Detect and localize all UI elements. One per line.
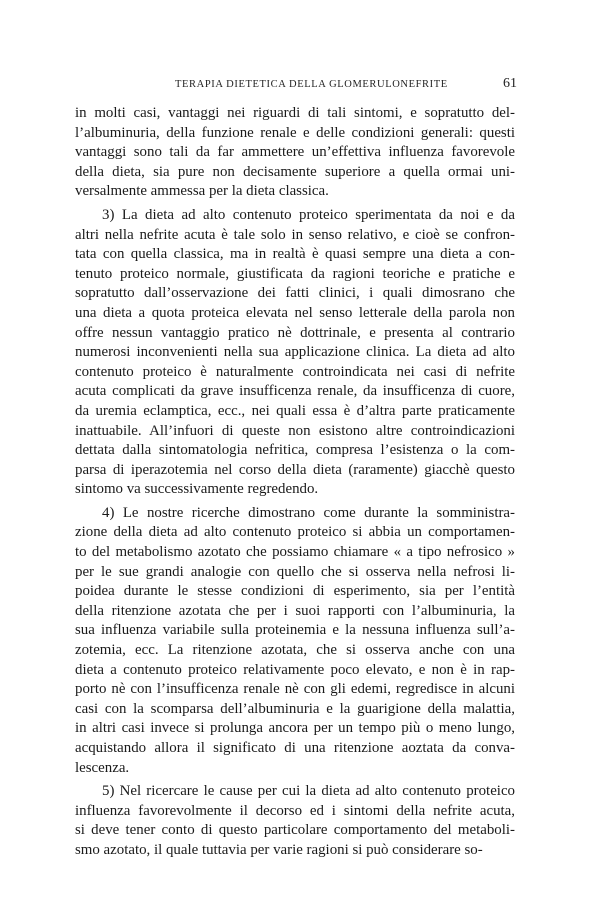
paragraph (75, 206, 515, 500)
text-line: sopratutto dall’osservazione dei fatti clinici, i quali dimosrano che (75, 285, 515, 302)
text-line: parsa di iperazotemia nel corso della dieta (raramente) giacchè questo (75, 461, 515, 478)
text-line: contenuto proteico è naturalmente controindicata nei casi di nefrite (75, 363, 515, 380)
text-line: in molti casi, vantaggi nei riguardi di tali sintomi, e sopratutto del- (75, 105, 515, 121)
text-line: l’albuminuria, della funzione renale e delle condizioni generali: questi (75, 124, 515, 141)
text-line: inattuabile. All’infuori di queste non esistono altre controindicazioni (75, 422, 515, 439)
text-line: dieta a contenuto proteico relativamente poco elevato, e non è in rap- (75, 661, 515, 678)
text-line: influenza favorevolmente il decorso ed i sintomi della nefrite acuta, (75, 802, 515, 819)
text-line: versalmente ammessa per la dieta classica. (75, 183, 329, 200)
body-text (75, 104, 515, 861)
text-line: zotemia, ecc. La ritenzione azotata, che si osserva anche con una (75, 642, 515, 659)
paragraph (75, 504, 515, 778)
text-line: tata con quella classica, ma in realtà è quasi sempre una dieta a con- (75, 246, 515, 263)
text-line: sintomo va successivamente regredendo. (75, 481, 319, 498)
text-line: zione della dieta ad alto contenuto proteico si abbia un comportamen- (75, 524, 515, 541)
text-line: da uremia eclamptica, ecc., nei quali essa è d’altra parte praticamente (75, 402, 515, 419)
text-line: porto nè con l’insufficenza renale nè con gli edemi, regredisce in alcuni (75, 681, 515, 698)
text-line: smo azotato, il quale tuttavia per varie ragioni si può considerare so- (75, 841, 483, 858)
text-line: numerosi inconvenienti nella sua applicazione clinica. La dieta ad alto (75, 344, 515, 361)
text-line: altri nella nefrite acuta è tale solo in senso relativo, e cioè se confron- (75, 226, 515, 243)
text-line: to del metabolismo azotato che possiamo chiamare « a tipo nefrosico » (75, 544, 515, 561)
text-line: 3) La dieta ad alto contenuto proteico sperimentata da noi e da (102, 206, 515, 223)
text-line: vantaggi sono tali da far ammettere un’effettiva influenza favorevole (75, 144, 515, 161)
text-line: in altri casi invece si prolunga ancora per un tempo più o meno lungo, (75, 720, 515, 737)
text-line: acuta complicati da grave insufficenza renale, da insufficenza di cuore, (75, 383, 515, 400)
text-line: della dieta, sia pure non decisamente superiore a quella ormai uni- (75, 163, 515, 180)
text-line: dettata dalla sintomatologia nefritica, compresa l’esistenza o la com- (75, 442, 515, 459)
text-line: offre nessun vantaggio pratico nè dottrinale, e presenta al contrario (75, 324, 515, 341)
text-line: sua influenza variabile sulla proteinemia e la nessuna influenza sull’a- (75, 622, 515, 639)
text-line: per le sue grandi analogie con quello che si osserva nella nefrosi li- (75, 563, 515, 580)
paragraph (75, 104, 515, 202)
running-head: TERAPIA DIETETICA DELLA GLOMERULONEFRITE (175, 79, 448, 90)
text-line: si deve tener conto di questo particolare comportamento del metaboli- (75, 822, 515, 839)
text-line: 5) Nel ricercare le cause per cui la dieta ad alto contenuto proteico (102, 783, 515, 800)
text-line: della ritenzione azotata che per i suoi rapporti con l’albuminuria, la (75, 602, 515, 619)
text-line: lescenza. (75, 759, 130, 776)
paragraph (75, 782, 515, 860)
text-line: acquistando allora il significato di una ritenzione aoztata da conva- (75, 740, 515, 756)
text-line: tenuto proteico normale, giustificata da ragioni teoriche e pratiche e (75, 265, 515, 282)
text-line: una dieta a quota proteica elevata nel senso letterale della parola non (75, 304, 515, 321)
text-line: 4) Le nostre ricerche dimostrano come durante la somministra- (102, 504, 515, 521)
page-number: 61 (503, 76, 517, 91)
text-line: poidea durante le stesse condizioni di esperimento, sia per l’entità (75, 583, 515, 600)
text-line: casi con la scomparsa dell’albuminuria e la guarigione della malattia, (75, 700, 515, 717)
